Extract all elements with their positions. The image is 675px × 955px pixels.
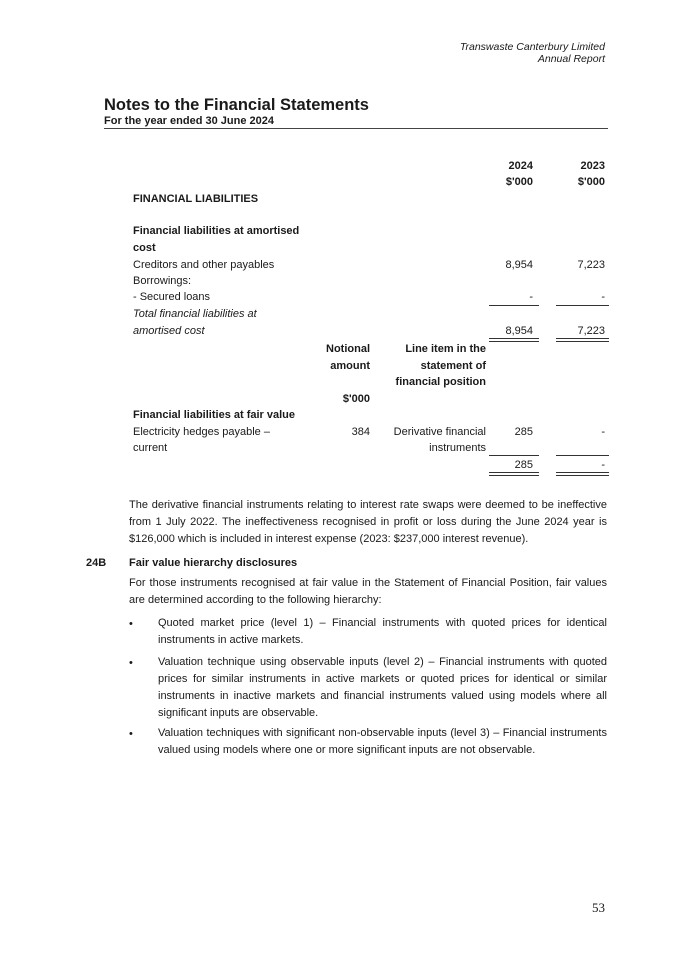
bullet-marker: • — [129, 657, 133, 669]
col-header-2023: 2023 — [580, 160, 605, 172]
col-unit-2023: $'000 — [577, 176, 605, 188]
section-number: 24B — [86, 557, 107, 569]
fv-subtotal-rule-2023 — [556, 455, 609, 456]
total-label-cont: amortised cost — [133, 325, 205, 337]
fv-total-double-rule-2023 — [556, 472, 609, 476]
amortised-heading-cont: cost — [133, 242, 156, 254]
page-subtitle: For the year ended 30 June 2024 — [104, 115, 274, 127]
page-title: Notes to the Financial Statements — [104, 96, 369, 114]
fv-total-double-rule-2024 — [489, 472, 539, 476]
report-name: Annual Report — [537, 53, 605, 65]
creditors-2023: 7,223 — [577, 259, 605, 271]
secured-loans-2024: - — [529, 291, 533, 303]
hedges-label-cont: current — [133, 442, 168, 454]
hedges-notional: 384 — [351, 426, 370, 438]
total-2023: 7,223 — [577, 325, 605, 337]
bullet-level-2: Valuation technique using observable inputs (level 2) – Financial instruments with quoted prices for similar instruments in active markets or quoted prices for identical or similar instruments in inactive markets and financial instruments valued using models where all significant inputs are observable. — [158, 656, 607, 719]
amortised-heading: Financial liabilities at amortised — [133, 225, 300, 237]
hedges-label: Electricity hedges payable – — [133, 426, 270, 438]
col-unit-2024: $'000 — [505, 176, 533, 188]
line-item-header-cont: statement of — [420, 360, 486, 372]
section-title: FINANCIAL LIABILITIES — [133, 193, 259, 205]
hedges-line-item-cont: instruments — [429, 442, 486, 454]
fv-total-2024: 285 — [514, 459, 533, 471]
page-number: 53 — [592, 900, 605, 915]
section-heading: Fair value hierarchy disclosures — [129, 557, 298, 569]
bullet-level-3: Valuation techniques with significant non-observable inputs (level 3) – Financial instruments valued using models where one or more significant inputs are not observable. — [158, 727, 607, 756]
total-2024: 8,954 — [505, 325, 533, 337]
total-double-rule-2024 — [489, 338, 539, 342]
fv-total-2023: - — [601, 459, 605, 471]
bullet-marker: • — [129, 728, 133, 740]
borrowings-label: Borrowings: — [133, 275, 192, 287]
subtotal-rule-2023 — [556, 305, 609, 306]
company-name: Transwaste Canterbury Limited — [459, 41, 605, 53]
fair-value-heading: Financial liabilities at fair value — [133, 409, 296, 421]
notional-header: Notional — [326, 343, 370, 355]
notional-unit: $'000 — [342, 393, 370, 405]
secured-loans-2023: - — [601, 291, 605, 303]
bullet-marker: • — [129, 618, 133, 630]
derivative-paragraph: The derivative financial instruments relating to interest rate swaps were deemed to be ineffective from 1 July 2022. The ineffectiveness recognised in profit or loss during the June 2024 year is $126,000 which is included in interest expense (2023: $237,000 interest revenue). — [129, 499, 607, 545]
col-header-2024: 2024 — [508, 160, 533, 172]
hedges-2024: 285 — [514, 426, 533, 438]
creditors-2024: 8,954 — [505, 259, 533, 271]
subtotal-rule-2024 — [489, 305, 539, 306]
title-divider — [104, 128, 608, 129]
total-label: Total financial liabilities at — [133, 308, 257, 320]
creditors-label: Creditors and other payables — [133, 259, 275, 271]
fv-subtotal-rule-2024 — [489, 455, 539, 456]
hedges-line-item: Derivative financial — [393, 426, 486, 438]
line-item-header: Line item in the — [405, 343, 486, 355]
line-item-header-cont2: financial position — [395, 376, 486, 388]
hierarchy-intro: For those instruments recognised at fair value in the Statement of Financial Position, fair values are determined according to the following hierarchy: — [129, 577, 607, 606]
total-double-rule-2023 — [556, 338, 609, 342]
notional-header-cont: amount — [330, 360, 370, 372]
hedges-2023: - — [601, 426, 605, 438]
bullet-level-1: Quoted market price (level 1) – Financial instruments with quoted prices for identical instruments in active markets. — [158, 617, 607, 646]
secured-loans-label: - Secured loans — [133, 291, 211, 303]
